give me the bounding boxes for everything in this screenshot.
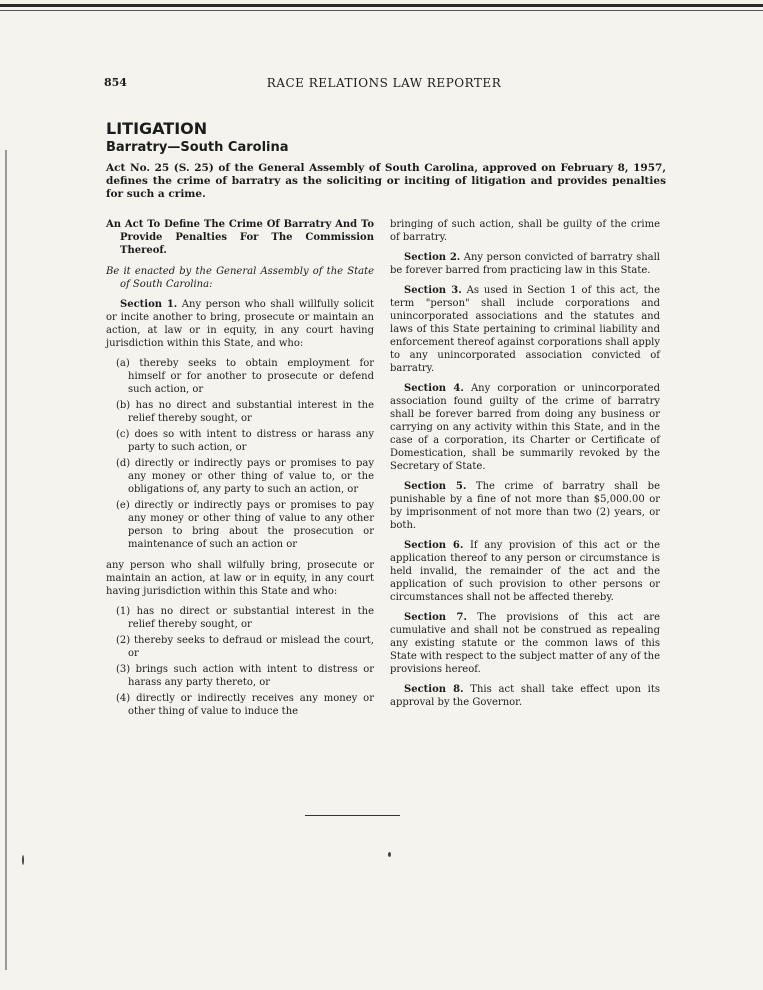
end-rule xyxy=(305,815,400,816)
continuation-text: bringing of such action, shall be guilty of the crime of barratry. xyxy=(390,219,660,243)
section-label: Section 2. xyxy=(404,252,461,263)
list-item: (e) directly or indirectly pays or promises to pay any money or other thing of value to any other person to bring about the prosecution or maintenance of such an action or xyxy=(116,500,374,550)
section-5 xyxy=(390,480,660,532)
running-head: RACE RELATIONS LAW REPORTER xyxy=(266,76,502,90)
list-item: (c) does so with intent to distress or harass any party to such action, or xyxy=(116,429,374,453)
section-6 xyxy=(390,539,660,604)
subtitle: Barratry—South Carolina xyxy=(106,140,289,155)
section-8 xyxy=(390,683,660,709)
section-label: Section 5. xyxy=(404,481,467,492)
page-number: 854 xyxy=(104,76,127,89)
summary-paragraph: Act No. 25 (S. 25) of the General Assembly of South Carolina, approved on February 8, 1957, defines the crime of barratry as the soliciting or inciting of litigation and provides penalties for such a crime. xyxy=(106,162,666,200)
section-4 xyxy=(390,382,660,473)
section-text: The provisions of this act are cumulative and shall not be construed as repealing any existing statute or the common laws of this State with respect to the subject matter of any of the provisions hereof. xyxy=(390,612,660,675)
section-label: Section 3. xyxy=(404,285,462,296)
list-item: (2) thereby seeks to defraud or mislead the court, or xyxy=(116,635,374,659)
right-column xyxy=(390,218,660,716)
scan-speck xyxy=(22,855,24,865)
list-a xyxy=(116,357,374,551)
section-text: As used in Section 1 of this act, the term "person" shall include corporations and unincorporated associations and the statutes and laws of this State pertaining to criminal liability and enforcement thereof against corporations shall apply to any unincorporated association convicted of barratry. xyxy=(390,285,660,374)
section-label: Section 6. xyxy=(404,540,464,551)
list-item: (1) has no direct or substantial interest in the relief thereby sought, or xyxy=(116,606,374,630)
section-text: This act shall take effect upon its approval by the Governor. xyxy=(390,684,661,708)
section-label: Section 7. xyxy=(404,612,467,623)
list-item: (a) thereby seeks to obtain employment for himself or for another to prosecute or defend such action, or xyxy=(116,358,374,395)
section-1 xyxy=(106,298,374,350)
section-2 xyxy=(390,251,660,277)
list-item: (3) brings such action with intent to distress or harass any party thereto, or xyxy=(116,664,374,688)
section-label: Section 8. xyxy=(404,684,464,695)
section-1-text: Any person who shall willfully solicit or incite another to bring, prosecute or maintain an action, at law or in equity, in any court having jurisdiction within this State, and who: xyxy=(106,299,374,349)
section-1-label: Section 1. xyxy=(120,299,178,310)
section-text: Any corporation or unincorporated association found guilty of the crime of barratry shall be forever barred from doing any business or carrying on any activity within this State, and in the case of a corporation, its Charter or Certificate of Domestication, shall be summarily revoked by the Secretary of State. xyxy=(390,383,661,472)
list-item: (4) directly or indirectly receives any money or other thing of value to induce the xyxy=(116,693,374,717)
section-text: Any person convicted of barratry shall be forever barred from practicing law in this State. xyxy=(390,252,660,276)
scan-left-edge xyxy=(5,150,7,970)
section-label: Section 4. xyxy=(404,383,464,394)
section-text: If any provision of this act or the application thereof to any person or circumstance is held invalid, the remainder of the act and the application of such provision to other persons or circumstances shall not be affected thereby. xyxy=(390,540,660,603)
top-border-rule xyxy=(0,4,763,7)
list-b xyxy=(116,605,374,718)
act-title: An Act To Define The Crime Of Barratry And To Provide Penalties For The Commission Thereof. xyxy=(106,219,374,256)
list-item: (b) has no direct and substantial interest in the relief thereby sought, or xyxy=(116,400,374,424)
section-3 xyxy=(390,284,660,375)
section-title: LITIGATION xyxy=(106,119,208,138)
middle-paragraph: any person who shall wilfully bring, prosecute or maintain an action, at law or in equity, in any court having jurisdiction within this State and who: xyxy=(106,560,374,597)
enacting-clause: Be it enacted by the General Assembly of the State of South Carolina: xyxy=(106,266,374,290)
top-border-rule-thin xyxy=(0,10,763,11)
list-item: (d) directly or indirectly pays or promises to pay any money or other thing of value to, or the obligations of, any party to such an action, or xyxy=(116,458,374,495)
scan-speck xyxy=(388,852,391,857)
section-7 xyxy=(390,611,660,676)
section-text: The crime of barratry shall be punishable by a fine of not more than $5,000.00 or by imprisonment of not more than two (2) years, or both. xyxy=(390,481,661,531)
left-column xyxy=(106,218,374,726)
page-header xyxy=(104,76,664,94)
